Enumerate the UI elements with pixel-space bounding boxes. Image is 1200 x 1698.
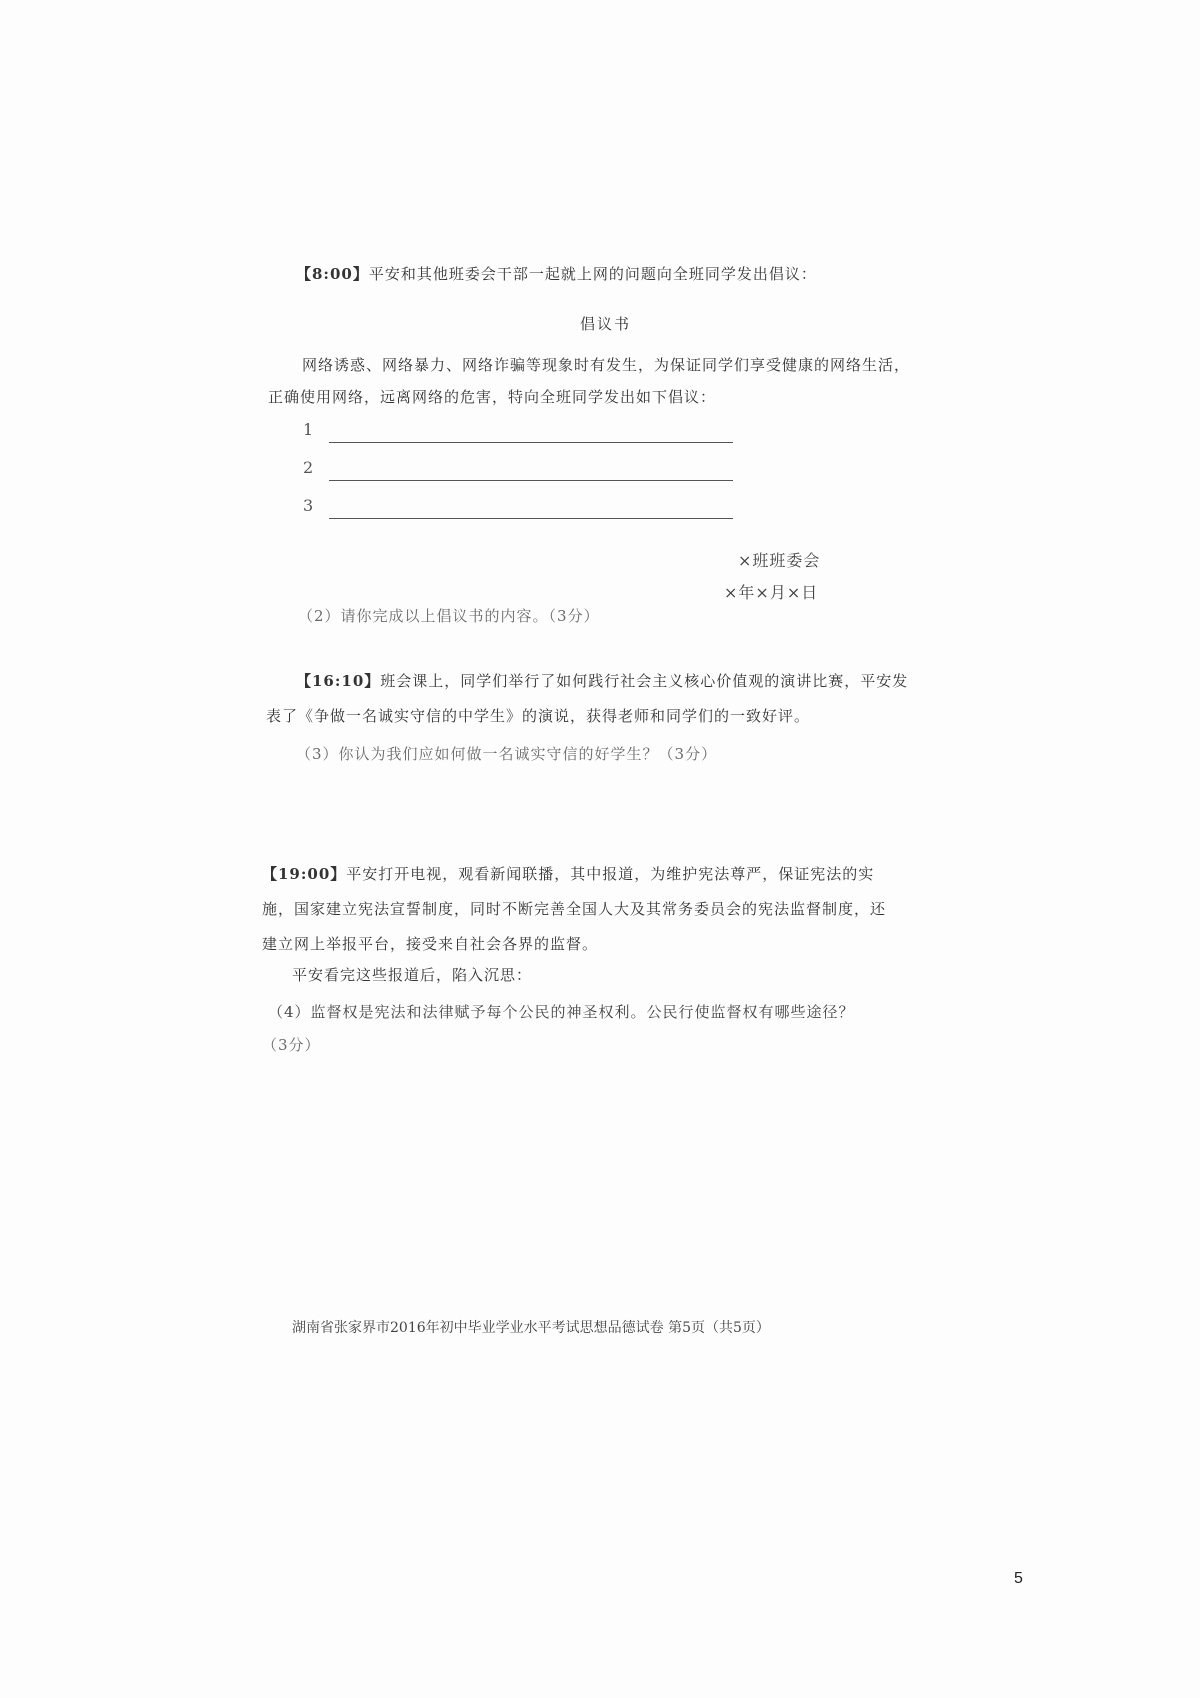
question-4-points: （3分） <box>262 1036 321 1054</box>
blank-number: 2 <box>303 458 314 477</box>
section1-intro-line <box>296 263 817 284</box>
answer-blank-2 <box>329 480 733 481</box>
section1-intro: 平安和其他班委会干部一起就上网的问题向全班同学发出倡议： <box>368 265 817 283</box>
section3-text1: 平安打开电视，观看新闻联播，其中报道，为维护宪法尊严，保证宪法的实 <box>346 865 875 883</box>
question-4: （4）监督权是宪法和法律赋予每个公民的神圣权利。公民行使监督权有哪些途径？ <box>268 1003 855 1021</box>
section3-line4: 平安看完这些报道后，陷入沉思： <box>292 966 533 984</box>
page-number: 5 <box>1014 1570 1023 1587</box>
section3-line1 <box>262 863 874 884</box>
section2-line2: 表了《争做一名诚实守信的中学生》的演说，获得老师和同学们的一致好评。 <box>266 707 811 725</box>
answer-blank-1 <box>329 442 733 443</box>
section2-line1 <box>296 670 908 691</box>
page-footer: 湖南省张家界市2016年初中毕业学业水平考试思想品德试卷 第5页（共5页） <box>292 1320 770 1336</box>
proposal-para-line2: 正确使用网络，远离网络的危害，特向全班同学发出如下倡议： <box>268 388 717 406</box>
proposal-date: ×年×月×日 <box>724 583 819 602</box>
section1-time: 【8:00】 <box>296 265 369 283</box>
proposal-para-line1: 网络诱惑、网络暴力、网络诈骗等现象时有发生，为保证同学们享受健康的网络生活， <box>302 356 911 374</box>
section3-line3: 建立网上举报平台，接受来自社会各界的监督。 <box>262 935 599 953</box>
section2-time: 【16:10】 <box>296 672 381 690</box>
blank-number: 1 <box>303 420 314 439</box>
question-2: （2）请你完成以上倡议书的内容。（3分） <box>298 607 600 625</box>
proposal-signer: ×班班委会 <box>738 551 821 570</box>
question-3: （3）你认为我们应如何做一名诚实守信的好学生？（3分） <box>296 745 718 763</box>
answer-blank-3 <box>329 518 733 519</box>
section3-line2: 施，国家建立宪法宣誓制度，同时不断完善全国人大及其常务委员会的宪法监督制度，还 <box>262 900 887 918</box>
blank-number: 3 <box>303 496 314 515</box>
section2-text1: 班会课上，同学们举行了如何践行社会主义核心价值观的演讲比赛，平安发 <box>380 672 909 690</box>
proposal-title: 倡议书 <box>580 315 632 333</box>
section3-time: 【19:00】 <box>262 865 347 883</box>
